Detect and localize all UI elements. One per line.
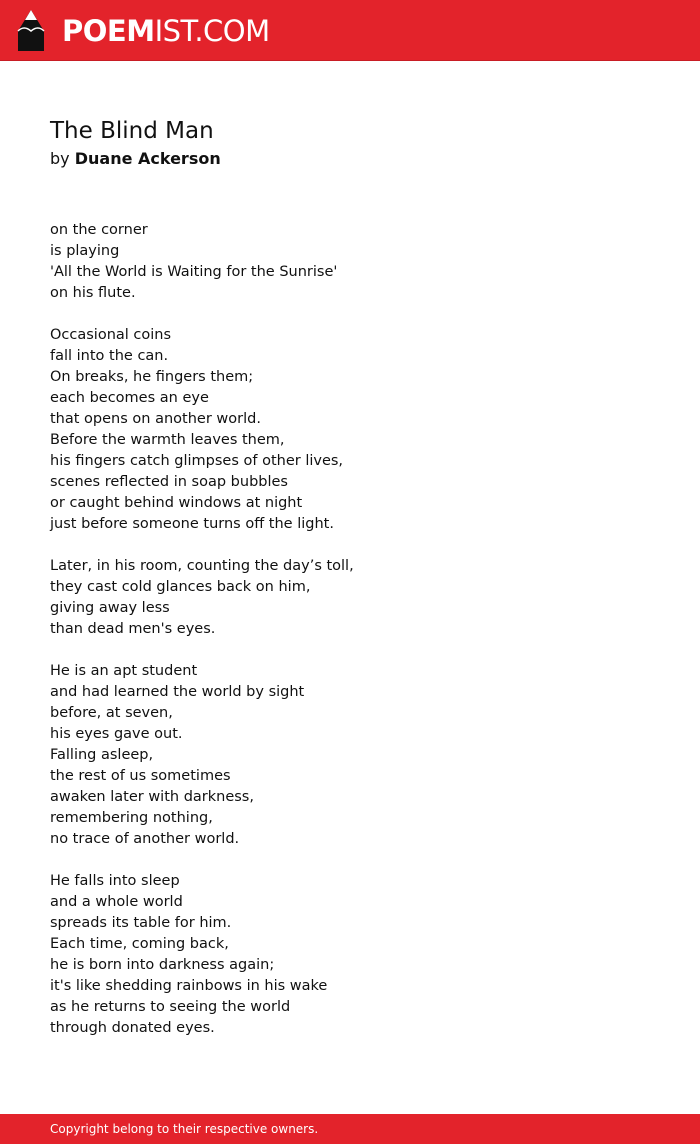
- poem-line: Occasional coins: [50, 327, 172, 343]
- poem-line: fall into the can.: [50, 348, 169, 364]
- author-name: Duane Ackerson: [74, 149, 221, 168]
- stanza: [50, 661, 650, 850]
- site-footer: [0, 1114, 700, 1144]
- poem-line: his fingers catch glimpses of other lives,: [50, 453, 344, 469]
- byline: [50, 150, 650, 168]
- poem-title: The Blind Man: [50, 118, 214, 144]
- poem-line: his eyes gave out.: [50, 726, 183, 742]
- poem-line: the rest of us sometimes: [50, 768, 231, 784]
- poem-line: 'All the World is Waiting for the Sunrise': [50, 264, 338, 280]
- poem-line: on the corner: [50, 222, 148, 238]
- poem-line: scenes reflected in soap bubbles: [50, 474, 288, 490]
- site-logo[interactable]: [62, 11, 270, 51]
- logo-text-bold: POEM: [62, 14, 155, 48]
- poem-line: or caught behind windows at night: [50, 495, 303, 511]
- poem-line: remembering nothing,: [50, 810, 213, 826]
- poem-line: that opens on another world.: [50, 411, 261, 427]
- poem-content: [50, 112, 650, 1060]
- poem-line: just before someone turns off the light.: [50, 516, 334, 532]
- poem-line: before, at seven,: [50, 705, 173, 721]
- poem-line: than dead men's eyes.: [50, 621, 216, 637]
- poem-line: and a whole world: [50, 894, 183, 910]
- poem-line: He falls into sleep: [50, 873, 180, 889]
- poem-line: giving away less: [50, 600, 170, 616]
- byline-label: by: [50, 149, 70, 168]
- stanza: [50, 220, 650, 304]
- poem-line: on his flute.: [50, 285, 136, 301]
- stanza: [50, 325, 650, 535]
- poem-line: as he returns to seeing the world: [50, 999, 291, 1015]
- poem-line: through donated eyes.: [50, 1020, 215, 1036]
- poem-body: [50, 220, 650, 1039]
- poem-line: he is born into darkness again;: [50, 957, 275, 973]
- poem-line: Falling asleep,: [50, 747, 154, 763]
- copyright-notice: Copyright belong to their respective owners.: [50, 1122, 319, 1136]
- poem-line: Each time, coming back,: [50, 936, 229, 952]
- poem-line: each becomes an eye: [50, 390, 209, 406]
- poem-line: no trace of another world.: [50, 831, 240, 847]
- poem-line: On breaks, he fingers them;: [50, 369, 254, 385]
- poem-line: is playing: [50, 243, 120, 259]
- poem-line: Later, in his room, counting the day’s toll,: [50, 558, 354, 574]
- poem-line: and had learned the world by sight: [50, 684, 305, 700]
- site-header: [0, 0, 700, 61]
- stanza: [50, 871, 650, 1039]
- poem-line: it's like shedding rainbows in his wake: [50, 978, 328, 994]
- poem-line: spreads its table for him.: [50, 915, 232, 931]
- poem-line: awaken later with darkness,: [50, 789, 254, 805]
- logo-text-light: IST.COM: [154, 14, 270, 48]
- pencil-tip-icon[interactable]: [17, 9, 45, 52]
- stanza: [50, 556, 650, 640]
- poem-line: He is an apt student: [50, 663, 198, 679]
- poem-line: they cast cold glances back on him,: [50, 579, 311, 595]
- poem-line: Before the warmth leaves them,: [50, 432, 285, 448]
